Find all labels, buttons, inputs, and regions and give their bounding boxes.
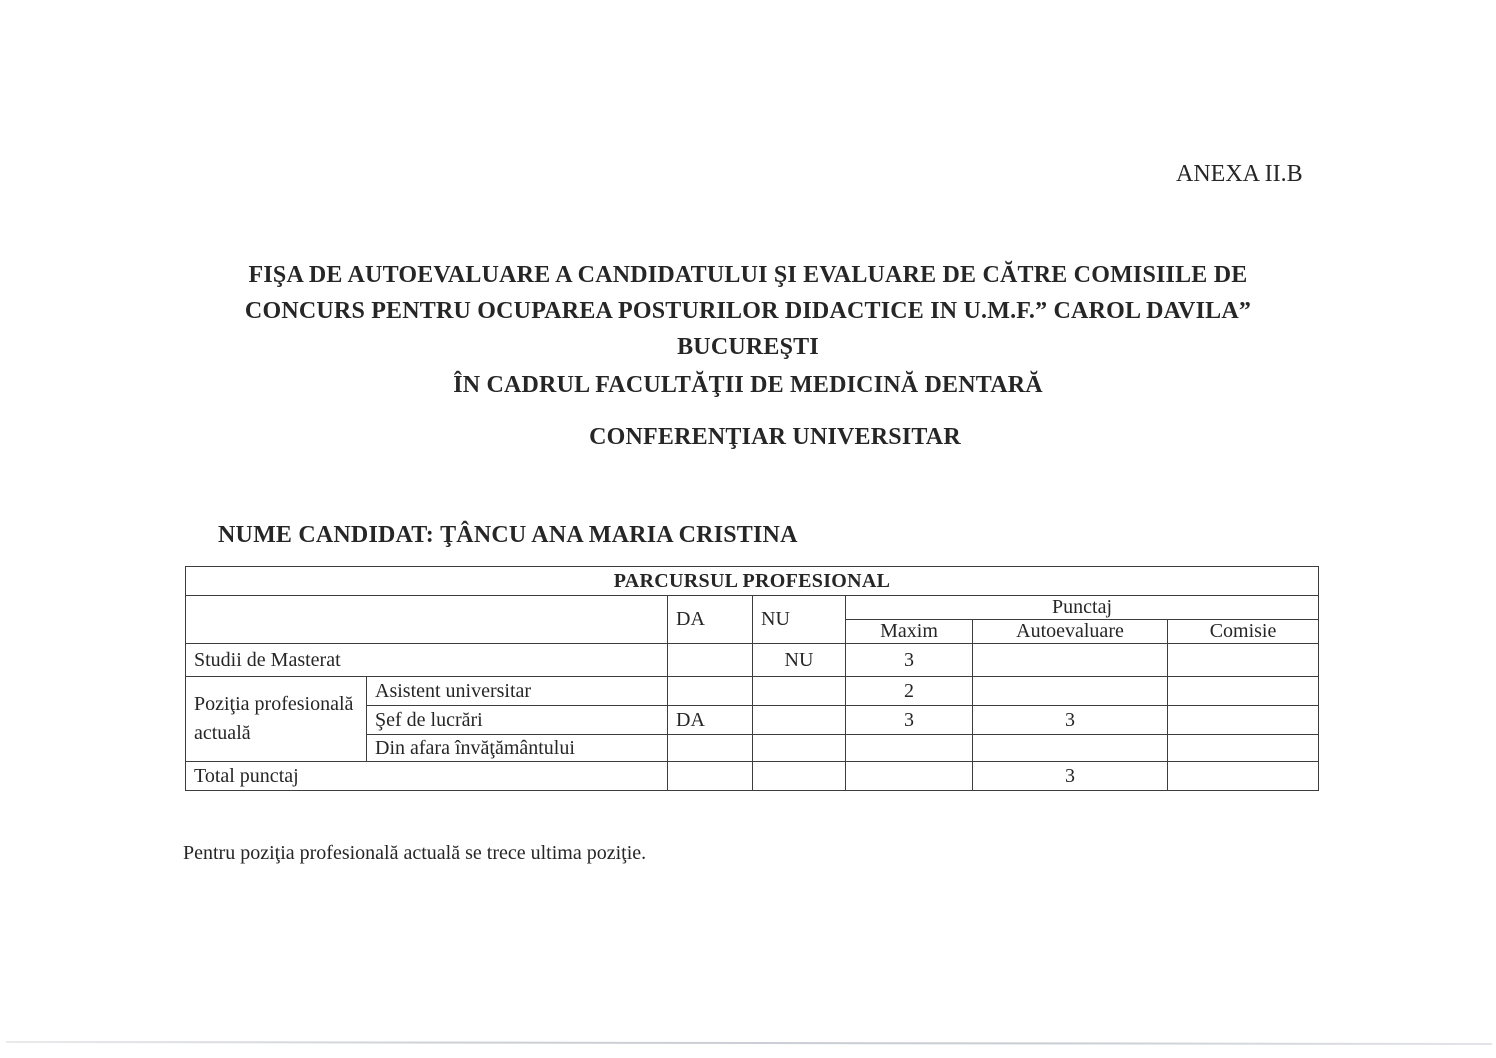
table-header-row (186, 596, 1319, 620)
footnote: Pentru poziţia profesională actuală se trece ultima poziţie. (183, 842, 647, 864)
table-title: PARCURSUL PROFESIONAL (186, 567, 1319, 596)
cell-total-maxim (846, 762, 973, 791)
cell-sef-maxim: 3 (846, 706, 973, 735)
position-subtitle (0, 424, 1496, 451)
cell-total-nu (753, 762, 846, 791)
professional-path-table (185, 566, 1319, 791)
row-total-punctaj (186, 762, 1319, 791)
row-asistent-universitar (186, 677, 1319, 706)
cell-sef-label: Şef de lucrări (367, 706, 668, 735)
cell-total-comisie (1168, 762, 1319, 791)
cell-studii-maxim: 3 (846, 644, 973, 677)
cell-sef-autoevaluare: 3 (973, 706, 1168, 735)
cell-sef-nu (753, 706, 846, 735)
candidate-name-line: NUME CANDIDAT: ŢÂNCU ANA MARIA CRISTINA (218, 522, 798, 548)
row-studii-masterat (186, 644, 1319, 677)
cell-asistent-label: Asistent universitar (367, 677, 668, 706)
cell-asistent-da (668, 677, 753, 706)
cell-din-afara-comisie (1168, 735, 1319, 762)
header-nu: NU (753, 596, 846, 644)
scan-artifact-line (6, 1041, 1492, 1045)
cell-din-afara-label: Din afara învăţământului (367, 735, 668, 762)
title-line-1: FIŞA DE AUTOEVALUARE A CANDIDATULUI ŞI EVALUARE DE CĂTRE COMISIILE DE (248, 262, 1248, 288)
cell-din-afara-nu (753, 735, 846, 762)
cell-asistent-comisie (1168, 677, 1319, 706)
header-da: DA (668, 596, 753, 644)
cell-studii-nu: NU (753, 644, 846, 677)
cell-studii-autoevaluare (973, 644, 1168, 677)
position-subtitle-text: CONFERENŢIAR UNIVERSITAR (589, 424, 961, 450)
annex-label: ANEXA II.B (1176, 161, 1303, 187)
cell-sef-comisie (1168, 706, 1319, 735)
cell-asistent-autoevaluare (973, 677, 1168, 706)
cell-pozitia-group-label: Poziţia profesională actuală (186, 677, 367, 762)
cell-asistent-maxim: 2 (846, 677, 973, 706)
cell-studii-da (668, 644, 753, 677)
cell-total-da (668, 762, 753, 791)
cell-total-label: Total punctaj (186, 762, 668, 791)
table-title-row (186, 567, 1319, 596)
header-maxim: Maxim (846, 620, 973, 644)
cell-sef-da: DA (668, 706, 753, 735)
cell-studii-comisie (1168, 644, 1319, 677)
cell-asistent-nu (753, 677, 846, 706)
faculty-subtitle: ÎN CADRUL FACULTĂŢII DE MEDICINĂ DENTARĂ (453, 372, 1043, 398)
header-punctaj: Punctaj (846, 596, 1319, 620)
header-empty-cell (186, 596, 668, 644)
title-line-3: BUCUREŞTI (677, 334, 819, 360)
header-autoevaluare: Autoevaluare (973, 620, 1168, 644)
document-title (0, 257, 1496, 365)
cell-din-afara-autoevaluare (973, 735, 1168, 762)
cell-total-autoevaluare: 3 (973, 762, 1168, 791)
cell-din-afara-da (668, 735, 753, 762)
title-line-2: CONCURS PENTRU OCUPAREA POSTURILOR DIDACTICE IN U.M.F.” CAROL DAVILA” (244, 298, 1252, 324)
cell-studii-label: Studii de Masterat (186, 644, 668, 677)
header-comisie: Comisie (1168, 620, 1319, 644)
cell-din-afara-maxim (846, 735, 973, 762)
